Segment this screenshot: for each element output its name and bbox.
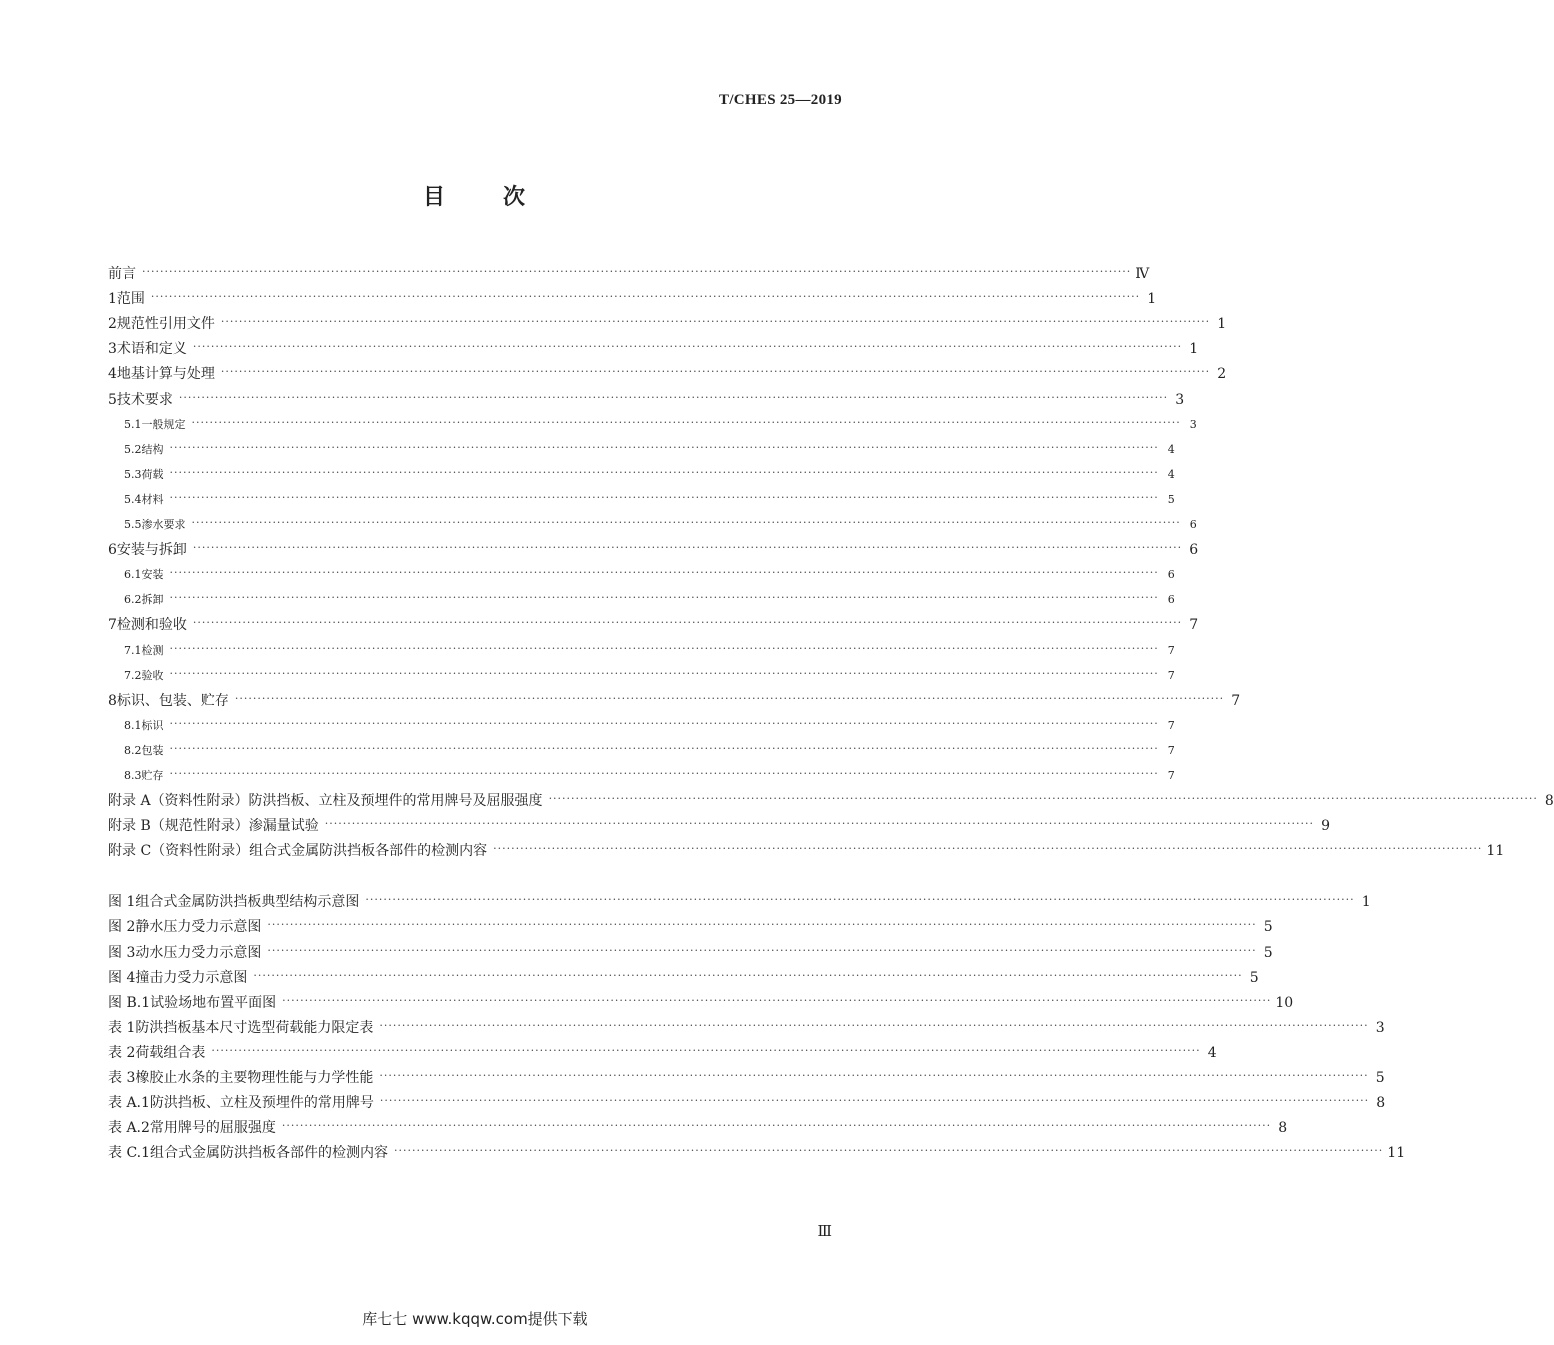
toc-entry-number: 5.2 — [124, 442, 142, 456]
toc-entry-page: 3 — [1189, 417, 1197, 431]
table-entry-page: 8 — [1278, 1120, 1288, 1137]
toc-entry-6[interactable]: 6 安装与拆卸 ···························································································································································································································· 6 — [108, 541, 1199, 559]
toc-entry-8-1[interactable]: 8.1 标识 ···························································································································································································································· 7 — [108, 710, 842, 735]
toc-entry-number: 附录 C — [108, 843, 152, 860]
toc-entry-6-1[interactable]: 6.1 安装 ···························································································································································································································· 6 — [108, 559, 842, 584]
figure-entry-4[interactable]: 图 4 撞击力受力示意图 ···························································································································································································································· 5 — [108, 968, 1259, 986]
toc-entry-text: 技术要求 — [116, 391, 173, 408]
toc-entry-5-5[interactable]: 5.5 渗水要求 ···························································································································································································································· 6 — [108, 509, 842, 534]
figure-entry-page: 1 — [1361, 894, 1371, 911]
toc-entry-page: 6 — [1189, 518, 1197, 532]
toc-entry-text: 荷载 — [141, 467, 164, 481]
toc-entry-4[interactable]: 4 地基计算与处理 ···························································································································································································································· 2 — [108, 365, 1227, 383]
figure-entry-b1[interactable]: 图 B.1 试验场地布置平面图 ···························································································································································································································· 10 — [108, 993, 1294, 1011]
page-title — [0, 180, 950, 211]
toc-entry-number: 8 — [108, 692, 117, 709]
figure-entry-number: 图 4 — [108, 969, 136, 986]
table-entry-number: 表 A.2 — [108, 1120, 150, 1137]
toc-entry-page: 3 — [1175, 391, 1185, 408]
toc-entry-number: 5.4 — [124, 492, 142, 506]
toc-entry-text: 安装与拆卸 — [116, 542, 187, 559]
table-entry-text: 组合式金属防洪挡板各部件的检测内容 — [150, 1145, 389, 1162]
table-entry-3[interactable]: 表 3 橡胶止水条的主要物理性能与力学性能 ···························································································································································································································· 5 — [108, 1069, 1385, 1086]
toc-entry-page: 7 — [1167, 668, 1175, 682]
toc-entry-text: （规范性附录）渗漏量试验 — [150, 818, 319, 835]
toc-entry-5-4[interactable]: 5.4 材料 ···························································································································································································································· 5 — [108, 484, 842, 509]
table-entry-text: 常用牌号的屈服强度 — [149, 1120, 276, 1137]
table-entry-page: 5 — [1375, 1070, 1385, 1086]
toc-entry-7[interactable]: 7 检测和验收 ···························································································································································································································· 7 — [108, 616, 1199, 634]
toc-entry-foreword[interactable]: 前言 ···························································································································································································································· Ⅳ — [108, 265, 1150, 283]
table-entry-c1[interactable]: 表 C.1 组合式金属防洪挡板各部件的检测内容 ···························································································································································································································· 11 — [108, 1144, 1406, 1162]
title-char-2: 次 — [503, 184, 528, 210]
toc-entry-5-2[interactable]: 5.2 结构 ···························································································································································································································· 4 — [108, 434, 842, 459]
table-entry-number: 表 2 — [108, 1044, 136, 1061]
standard-code: T/CHES 25—2019 — [719, 92, 842, 108]
toc-entry-8-2[interactable]: 8.2 包装 ···························································································································································································································· 7 — [108, 735, 842, 760]
toc-entry-page: 2 — [1217, 366, 1227, 383]
toc-entry-8[interactable]: 8 标识、包装、贮存 ···························································································································································································································· 7 — [108, 691, 1241, 709]
table-entry-page: 4 — [1207, 1044, 1217, 1061]
toc-entry-page: 8 — [1544, 793, 1554, 810]
figure-entry-text: 静水压力受力示意图 — [135, 919, 262, 936]
table-entry-page: 11 — [1387, 1145, 1406, 1162]
download-watermark: 库七七 www.kqqw.com提供下载 — [362, 1310, 588, 1328]
toc-entry-number: 7.2 — [124, 668, 142, 682]
toc-entry-number: 2 — [108, 316, 117, 333]
toc-entry-page: 1 — [1189, 341, 1199, 358]
toc-entry-text: （资料性附录）组合式金属防洪挡板各部件的检测内容 — [151, 843, 488, 860]
toc-entry-number: 7 — [108, 617, 117, 634]
toc-entry-page: 6 — [1189, 542, 1199, 559]
figure-entry-text: 撞击力受力示意图 — [135, 969, 248, 986]
toc-entry-page: 6 — [1167, 568, 1175, 582]
toc-entry-page: 1 — [1147, 291, 1157, 308]
table-entry-text: 橡胶止水条的主要物理性能与力学性能 — [135, 1070, 374, 1086]
toc-entry-2[interactable]: 2 规范性引用文件 ···························································································································································································································· 1 — [108, 315, 1227, 333]
figure-entry-page: 5 — [1263, 919, 1273, 936]
table-entry-text: 防洪挡板、立柱及预埋件的常用牌号 — [149, 1095, 374, 1112]
toc-entry-page: 11 — [1486, 843, 1505, 860]
table-entry-number: 表 3 — [108, 1070, 136, 1086]
toc-entry-text: 术语和定义 — [116, 341, 187, 358]
toc-entry-number: 1 — [108, 291, 117, 308]
toc-entry-appendix-a[interactable]: 附录 A （资料性附录）防洪挡板、立柱及预埋件的常用牌号及屈服强度 ···························································································································································································································· 8 — [108, 792, 1554, 810]
table-entry-page: 3 — [1375, 1019, 1385, 1036]
toc-entry-number: 8.1 — [124, 718, 142, 732]
table-entry-number: 表 C.1 — [108, 1145, 151, 1162]
toc-entry-text: 标识、包装、贮存 — [116, 692, 229, 709]
figure-entry-3[interactable]: 图 3 动水压力受力示意图 ···························································································································································································································· 5 — [108, 943, 1273, 961]
toc-entry-page: 4 — [1167, 442, 1175, 456]
toc-entry-6-2[interactable]: 6.2 拆卸 ···························································································································································································································· 6 — [108, 584, 842, 609]
toc-entry-page: 7 — [1189, 617, 1199, 634]
toc-entry-3[interactable]: 3 术语和定义 ···························································································································································································································· 1 — [108, 340, 1199, 358]
toc-entry-page: 7 — [1167, 743, 1175, 757]
toc-entry-text: 规范性引用文件 — [116, 316, 215, 333]
figure-entry-number: 图 3 — [108, 944, 136, 961]
table-entry-1[interactable]: 表 1 防洪挡板基本尺寸选型荷载能力限定表 ···························································································································································································································· 3 — [108, 1018, 1385, 1036]
toc-entry-text: 结构 — [141, 442, 164, 456]
toc-entry-1[interactable]: 1 范围 ···························································································································································································································· 1 — [108, 290, 1157, 308]
toc-entry-number: 附录 A — [108, 793, 151, 810]
toc-entry-number: 5.1 — [124, 417, 142, 431]
toc-entry-text: 包装 — [141, 743, 164, 757]
toc-entry-text: 材料 — [141, 492, 164, 506]
toc-entry-number: 5.3 — [124, 467, 142, 481]
toc-entry-7-1[interactable]: 7.1 检测 ···························································································································································································································· 7 — [108, 634, 842, 659]
toc-entry-8-3[interactable]: 8.3 贮存 ···························································································································································································································· 7 — [108, 760, 842, 785]
toc-entry-text: 检测 — [141, 643, 164, 657]
toc-entry-5[interactable]: 5 技术要求 ···························································································································································································································· 3 — [108, 390, 1185, 408]
figure-entry-number: 图 2 — [108, 919, 136, 936]
toc-entry-text: 地基计算与处理 — [116, 366, 215, 383]
table-entry-number: 表 1 — [108, 1019, 136, 1036]
figure-entry-text: 动水压力受力示意图 — [135, 944, 262, 961]
toc-entry-text: 范围 — [116, 291, 145, 308]
toc-entry-text: 安装 — [141, 568, 164, 582]
figure-entry-page: 5 — [1263, 944, 1273, 961]
toc-entry-text: 检测和验收 — [116, 617, 187, 634]
toc-entry-page: 7 — [1167, 768, 1175, 782]
toc-entry-number: 3 — [108, 341, 117, 358]
toc-entry-text: 拆卸 — [141, 593, 164, 607]
toc-entry-page: Ⅳ — [1135, 266, 1150, 283]
toc-entry-appendix-c[interactable]: 附录 C （资料性附录）组合式金属防洪挡板各部件的检测内容 ···························································································································································································································· 11 — [108, 842, 1505, 860]
figure-entry-text: 组合式金属防洪挡板典型结构示意图 — [135, 894, 360, 911]
toc-entry-page: 7 — [1167, 718, 1175, 732]
toc-entry-text: 前言 — [108, 266, 136, 283]
toc-entry-number: 6 — [108, 542, 117, 559]
figure-entry-page: 10 — [1275, 994, 1294, 1011]
toc-entry-page: 4 — [1167, 467, 1175, 481]
toc-entry-page: 9 — [1321, 818, 1330, 835]
title-char-1: 目 — [422, 184, 447, 210]
toc-entry-number: 4 — [108, 366, 117, 383]
toc-entry-text: 一般规定 — [141, 417, 186, 431]
table-entry-a2[interactable]: 表 A.2 常用牌号的屈服强度 ···························································································································································································································· 8 — [108, 1119, 1288, 1137]
toc-entry-text: 标识 — [141, 718, 164, 732]
toc-entry-page: 5 — [1167, 492, 1175, 506]
toc-entry-text: 渗水要求 — [141, 518, 186, 532]
figure-entry-2[interactable]: 图 2 静水压力受力示意图 ···························································································································································································································· 5 — [108, 918, 1273, 936]
figure-entry-page: 5 — [1249, 969, 1259, 986]
figure-entry-number: 图 1 — [108, 894, 136, 911]
toc-entry-number: 5.5 — [124, 518, 142, 532]
toc-entry-text: 贮存 — [141, 768, 164, 782]
toc-entry-5-1[interactable]: 5.1 一般规定 ···························································································································································································································· 3 — [108, 409, 842, 434]
toc-entry-number: 6.1 — [124, 568, 142, 582]
toc-entry-7-2[interactable]: 7.2 验收 ···························································································································································································································· 7 — [108, 660, 842, 685]
table-entry-text: 防洪挡板基本尺寸选型荷载能力限定表 — [135, 1019, 374, 1036]
figure-entry-number: 图 B.1 — [108, 994, 151, 1011]
table-entry-a1[interactable]: 表 A.1 防洪挡板、立柱及预埋件的常用牌号 ···························································································································································································································· 8 — [108, 1094, 1386, 1112]
toc-entry-page: 1 — [1217, 316, 1227, 333]
table-of-contents — [108, 258, 1554, 1162]
toc-entry-page: 6 — [1167, 593, 1175, 607]
figure-entry-text: 试验场地布置平面图 — [150, 994, 277, 1011]
toc-entry-page: 7 — [1231, 692, 1241, 709]
page-number: Ⅲ — [817, 1222, 832, 1240]
toc-entry-number: 5 — [108, 391, 117, 408]
table-entry-page: 8 — [1376, 1095, 1386, 1112]
toc-entry-text: （资料性附录）防洪挡板、立柱及预埋件的常用牌号及屈服强度 — [150, 793, 543, 810]
figure-entry-1[interactable]: 图 1 组合式金属防洪挡板典型结构示意图 ···························································································································································································································· 1 — [108, 893, 1371, 911]
table-entry-2[interactable]: 表 2 荷载组合表 ···························································································································································································································· 4 — [108, 1043, 1217, 1061]
toc-entry-page: 7 — [1167, 643, 1175, 657]
toc-entry-number: 8.3 — [124, 768, 142, 782]
table-entry-text: 荷载组合表 — [135, 1044, 206, 1061]
toc-entry-number: 7.1 — [124, 643, 142, 657]
table-entry-number: 表 A.1 — [108, 1095, 150, 1112]
toc-entry-5-3[interactable]: 5.3 荷载 ···························································································································································································································· 4 — [108, 459, 842, 484]
toc-entry-number: 6.2 — [124, 593, 142, 607]
toc-entry-number: 附录 B — [108, 818, 151, 835]
toc-entry-text: 验收 — [141, 668, 164, 682]
toc-entry-appendix-b[interactable]: 附录 B （规范性附录）渗漏量试验 ···························································································································································································································· 9 — [108, 817, 1330, 835]
toc-entry-number: 8.2 — [124, 743, 142, 757]
